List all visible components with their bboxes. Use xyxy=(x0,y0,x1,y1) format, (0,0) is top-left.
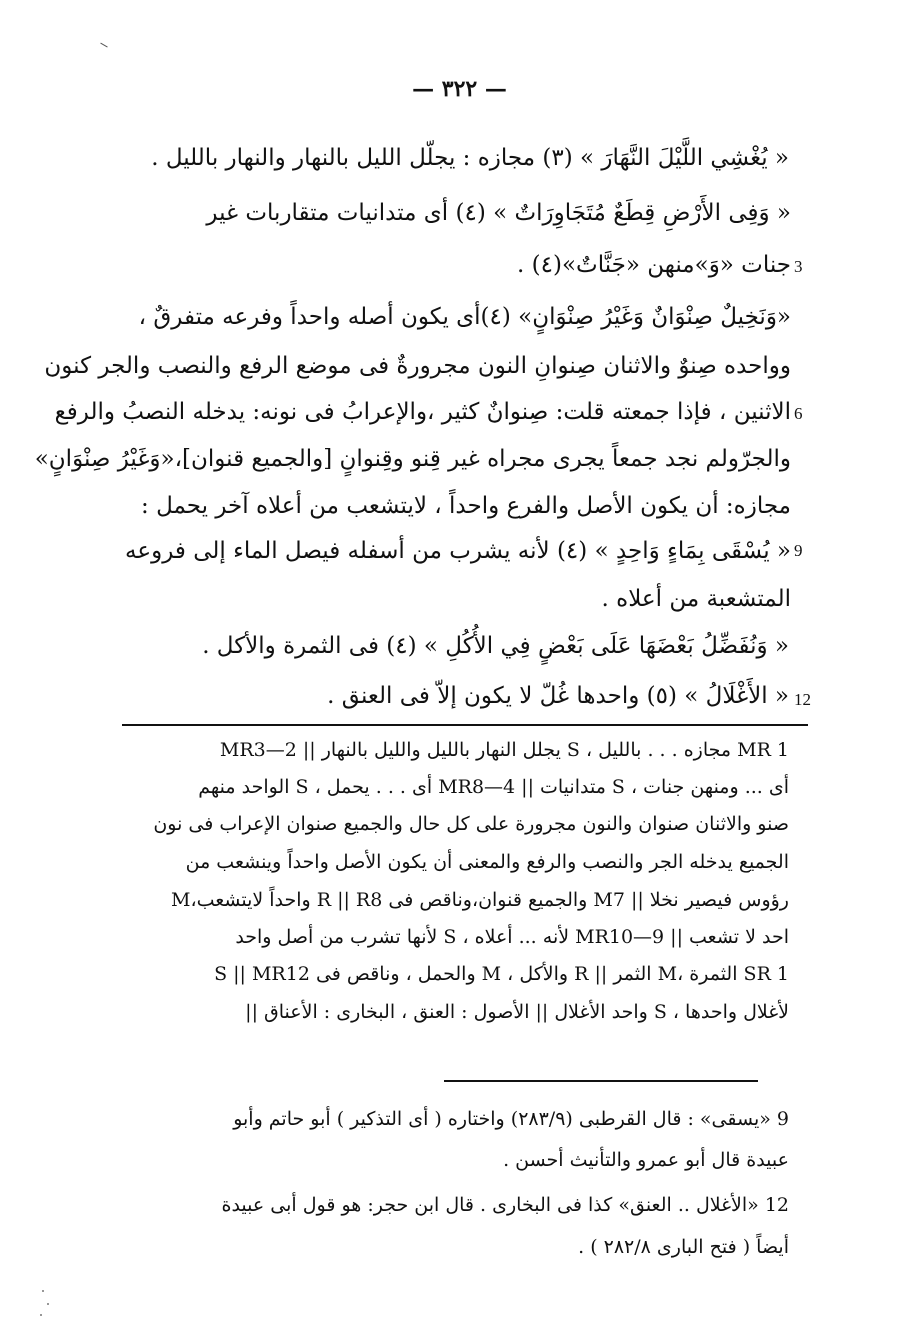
main-text-line: والجرّولم نجد جمعاً يجرى مجراه غير قِنو وقِنوانٍ [والجميع قنوان]،«وَغَيْرُ صِنْوَانٍ» xyxy=(34,446,791,472)
footnote-line: 9 «يسقى» : قال القرطبى (٢٨٣/٩) واختاره ( أى التذكير ) أبو حاتم وأبو xyxy=(233,1108,789,1130)
scan-speck xyxy=(42,1290,44,1292)
main-text-line: « الأَغْلَالُ » (٥) واحدها غُلّ لا يكون إلاّ فى العنق . xyxy=(327,683,789,709)
apparatus-line: رؤوس فيصير نخلا || M7 والجميع قنوان،وناقص فى R || R8 واحداً لايتشعب،M xyxy=(170,889,789,911)
apparatus-line: صنو والاثنان صنوان والنون مجرورة على كل حال والجميع صنوان الإعراب فى نون xyxy=(153,813,789,835)
apparatus-line: الجميع يدخله الجر والنصب والرفع والمعنى أن يكون الأصل واحداً وينشعب من xyxy=(185,851,789,873)
line-number: 12 xyxy=(794,690,811,709)
apparatus-line: SR 1 الثمرة ،M الثمر || R والأكل ، M والحمل ، وناقص فى S || MR12 xyxy=(214,963,789,985)
apparatus-line: أى ... ومنهن جنات ، S متدانيات || MR8—4 أى . . . يحمل ، S الواحد منهم xyxy=(198,776,789,798)
main-text-line: « يُسْقَى بِمَاءٍ وَاحِدٍ » (٤) لأنه يشرب من أسفله فيصل الماء إلى فروعه xyxy=(125,538,791,564)
main-text-line: الاثنين ، فإذا جمعته قلت: صِنوانٌ كثير ،والإعرابُ فى نونه: يدخله النصبُ والرفع xyxy=(54,399,791,425)
page-number: — ٣٢٢ — xyxy=(412,76,507,102)
main-text-line: وواحده صِنوٌ والاثنان صِنوانِ النون مجرورةٌ فى موضع الرفع والنصب والجر كنون xyxy=(44,353,791,379)
main-text-line: مجازه: أن يكون الأصل والفرع واحداً ، لايتشعب من أعلاه آخر يحمل : xyxy=(141,493,791,519)
main-text-line: « يُغْشِي اللَّيْلَ النَّهَارَ » (٣) مجازه : يجلّل الليل بالنهار والنهار بالليل . xyxy=(151,145,789,171)
apparatus-line: لأغلال واحدها ، S واحد الأغلال || الأصول : العنق ، البخارى : الأعناق || xyxy=(245,1001,789,1023)
footnote-line: أيضاً ( فتح البارى ٢٨٢/٨ ) . xyxy=(578,1236,789,1258)
main-text-line: المتشعبة من أعلاه . xyxy=(601,586,791,612)
footnote-line: عبيدة قال أبو عمرو والتأنيث أحسن . xyxy=(503,1149,789,1171)
apparatus-line: احد لا تشعب || MR10—9 لأنه ... أعلاه ، S لأنها تشرب من أصل واحد xyxy=(235,926,789,948)
line-number: 6 xyxy=(794,404,803,423)
main-text-line: « وَفِى الأَرْضِ قِطَعٌ مُتَجَاوِرَاتٌ » (٤) أى متدانيات متقاربات غير xyxy=(206,200,791,226)
scan-mark xyxy=(96,43,107,55)
main-text-line: « وَنُفَضِّلُ بَعْضَهَا عَلَى بَعْضٍ فِي الأُكُلِ » (٤) فى الثمرة والأكل . xyxy=(202,633,789,659)
line-number: 3 xyxy=(794,257,803,276)
scan-speck xyxy=(47,1303,49,1305)
footnote-rule xyxy=(444,1080,758,1082)
apparatus-rule xyxy=(122,724,808,726)
footnote-line: 12 «الأغلال .. العنق» كذا فى البخارى . قال ابن حجر: هو قول أبى عبيدة xyxy=(221,1194,789,1216)
apparatus-line: MR 1 مجازه . . . بالليل ، S يجلل النهار بالليل والليل بالنهار || MR3—2 xyxy=(219,739,789,761)
main-text-line: جنات «وَ»منهن «جَنَّاتٌ»(٤) . xyxy=(517,252,791,278)
scan-speck xyxy=(40,1314,42,1316)
main-text-line: «وَنَخِيلٌ صِنْوَانٌ وَغَيْرُ صِنْوَانٍ» (٤)أى يكون أصله واحداً وفرعه متفرقٌ ، xyxy=(138,304,791,330)
line-number: 9 xyxy=(794,541,803,560)
